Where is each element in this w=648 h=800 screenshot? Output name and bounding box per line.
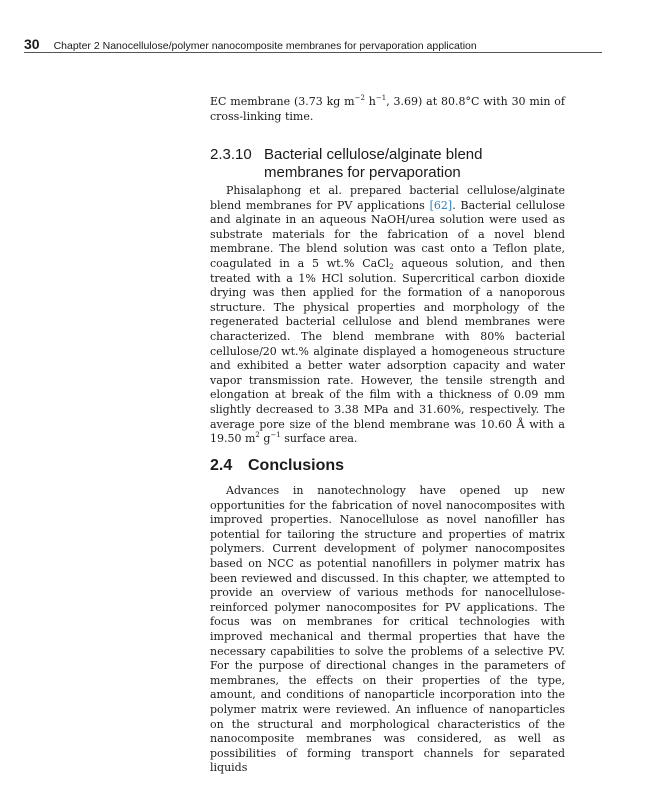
section-number: 2.4 [210,457,233,474]
running-header [24,36,600,52]
section-title: Conclusions [248,457,345,474]
intro-paragraph: EC membrane (3.73 kg $m^{-2}$ $h^{-1}$, 3.69) at 80.8°C with 30 min of cross-linking time. [210,94,565,123]
running-title: Chapter 2 Nanocellulose/polymer nanocomposite membranes for pervaporation application [53,40,477,52]
header-rule [24,52,602,53]
section-2-4-body [210,484,565,776]
section-heading-2-4 [210,457,344,475]
section-heading-2-3-10 [210,146,590,182]
paragraph-conclusions: Advances in nanotechnology have opened up new opportunities for the fabrication of novel nanocomposites with improved properties. Nanocellulose as novel nanofiller has potential for tailoring the structure and properties of matrix polymers. Current development of polymer nanocomposites based on NCC as potential nanofillers in polymer matrix has been reviewed and discussed. In this chapter, we attempted to provide an overview of various methods for nanocellulose-reinforced polymer nanocomposites for PV applications. The focus was on membranes for critical technologies with improved mechanical and thermal properties that have the necessary capabilities to solve the problems of a selective PV. For the purpose of directional changes in the parameters of membranes, the effects on their properties of the type, amount, and conditions of nanoparticle incorporation into the polymer matrix were reviewed. An influence of nanoparticles on the structural and morphological characteristics of the nanocomposite membranes was considered, as well as possibilities of forming transport channels for separated liquids [210,484,565,775]
section-title-line1: Bacterial cellulose/alginate blend [264,146,483,163]
section-title-line2: membranes for pervaporation [264,164,461,181]
citation-link[interactable]: [62] [429,198,453,212]
page-number: 30 [24,36,40,52]
paragraph-bacterial-cellulose: Phisalaphong et al. prepared bacterial cellulose/alginate blend membranes for PV applications [62]. Bacterial cellulose and alginate in an aqueous NaOH/urea solution were used as substrate materials for the fabrication of a novel blend membrane. The blend solution was cast onto a Teflon plate, coagulated in a 5 wt.% CaCl$_2$ aqueous solution, and then treated with a 1% HCl solution. Supercritical carbon dioxide drying was then applied for the formation of a nanoporous structure. The physical properties and morphology of the regenerated bacterial cellulose and blend membranes were characterized. The blend membrane with 80% bacterial cellulose/20 wt.% alginate displayed a homogeneous structure and exhibited a better water adsorption capacity and water vapor transmission rate. However, the tensile strength and elongation at break of the film with a thickness of 0.09 mm slightly decreased to 3.38 MPa and 31.60%, respectively. The average pore size of the blend membrane was 10.60 Å with a 19.50 $m^2$ $g^{-1}$ surface area. [210,184,565,446]
section-number: 2.3.10 [210,146,252,163]
section-2-3-10-body [210,184,565,447]
intro-paragraph-block [210,95,565,124]
